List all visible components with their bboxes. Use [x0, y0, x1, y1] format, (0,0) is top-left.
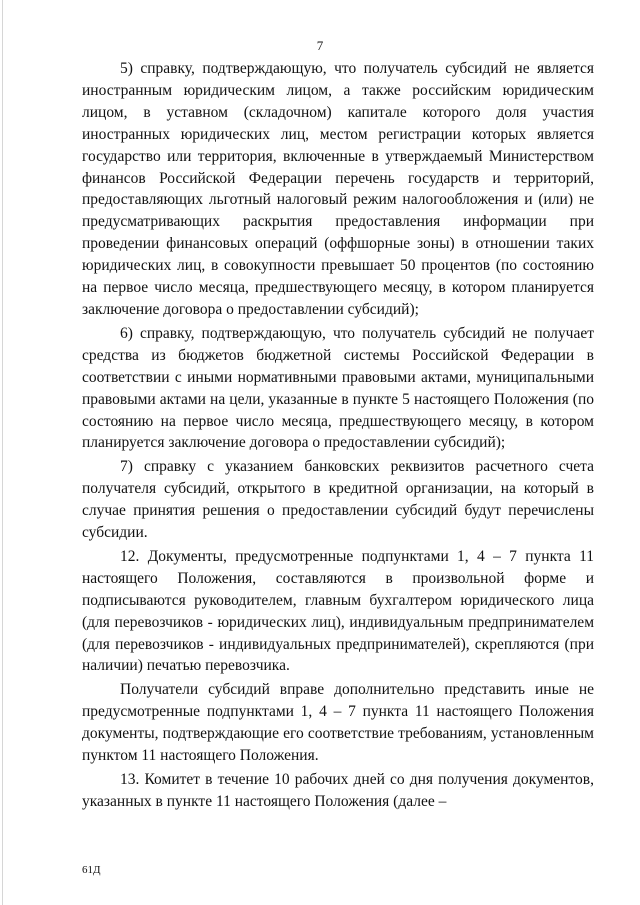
- paragraph-item-5: 5) справку, подтверждающую, что получатель субсидий не является иностранным юридическим лицом, а также российским юридическим лицом, в уставном (складочном) капитале которого доля участия иностранных юридических лиц, местом регистрации которых является государство или территория, включенные в утверждаемый Министерством финансов Российской Федерации перечень государств и территорий, предоставляющих льготный налоговый режим налогообложения и (или) не предусматривающих раскрытия предоставления информации при проведении финансовых операций (оффшорные зоны) в отношении таких юридических лиц, в совокупности превышает 50 процентов (по состоянию на первое число месяца, предшествующего месяцу, в котором планируется заключение договора о предоставлении субсидий);: [82, 60, 594, 318]
- paragraph-clause-12: 12. Документы, предусмотренные подпунктами 1, 4 – 7 пункта 11 настоящего Положения, составляются в произвольной форме и подписываются руководителем, главным бухгалтером юридического лица (для перевозчиков - юридических лиц), индивидуальным предпринимателем (для перевозчиков - индивидуальных предпринимателей), скрепляются (при наличии) печатью перевозчика.: [82, 547, 594, 675]
- paragraph-item-7: 7) справку с указанием банковских реквизитов расчетного счета получателя субсидий, открытого в кредитной организации, на который в случае принятия решения о предоставлении субсидий будут перечислены субсидии.: [82, 458, 594, 542]
- paragraph-item-6: 6) справку, подтверждающую, что получатель субсидий не получает средства из бюджетов бюджетной системы Российской Федерации в соответствии с иными нормативными правовыми актами, муниципальными правовыми актами на цели, указанные в пункте 5 настоящего Положения (по состоянию на первое число месяца, предшествующего месяцу, в котором планируется заключение договора о предоставлении субсидий);: [82, 324, 594, 452]
- paragraph-additional-documents: Получатели субсидий вправе дополнительно представить иные не предусмотренные подпунктами 1, 4 – 7 пункта 11 настоящего Положения документы, подтверждающие его соответствие требованиям, установленным пунктом 11 настоящего Положения.: [82, 681, 594, 765]
- paragraph-clause-13: 13. Комитет в течение 10 рабочих дней со дня получения документов, указанных в пункте 11 настоящего Положения (далее –: [82, 771, 594, 810]
- footer-code: 61Д: [82, 864, 101, 876]
- document-body: [82, 58, 594, 813]
- page-number: 7: [316, 38, 324, 53]
- page-edge-line: [2, 0, 3, 905]
